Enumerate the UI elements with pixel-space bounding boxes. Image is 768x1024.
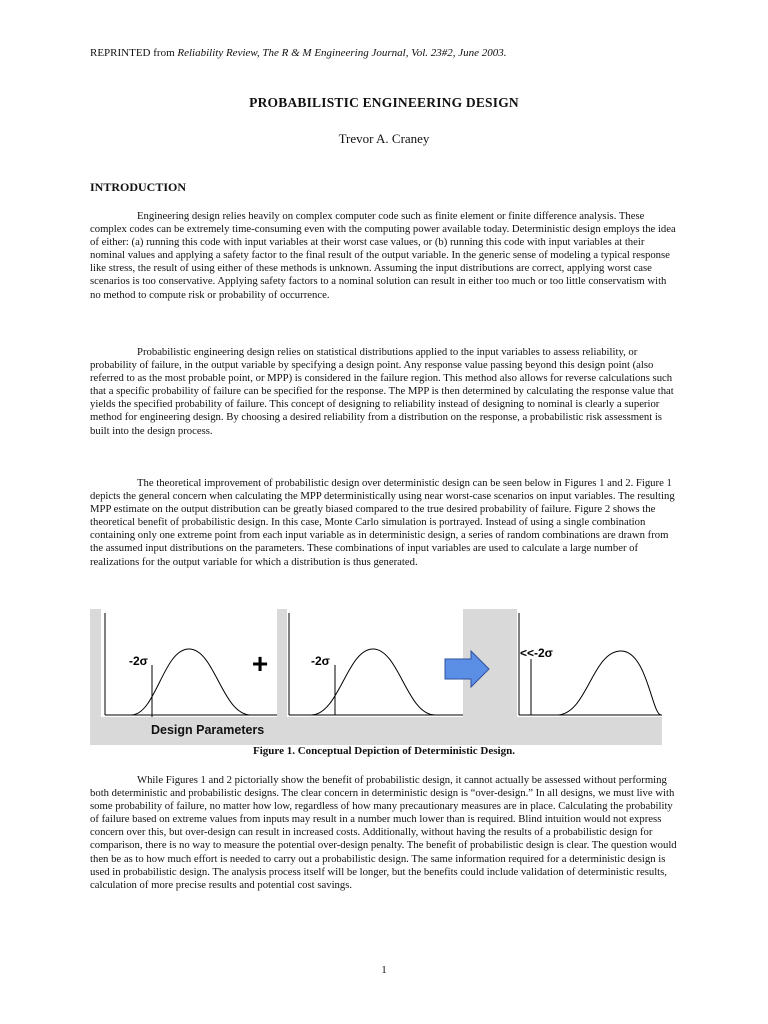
paper-title: PROBABILISTIC ENGINEERING DESIGN	[249, 95, 519, 110]
bell-curve	[131, 649, 251, 715]
bell-curve	[557, 651, 661, 715]
paragraph-4: While Figures 1 and 2 pictorially show the benefit of probabilistic design, it cannot actually be assessed without performing both deterministic and probabilistic designs. The clear concern in deterministic design is “over-design.” In all designs, we must live with some probability of failure, no matter how low, regardless of how many precautionary measures are in place. Calculating the probability of failure based on extreme values from inputs may result in a number much lower than is required. Blind intuition would not express concern over this, but over-design can result in increased costs. Additionally, without having the results of a probabilistic design for comparison, there is no way to measure the potential over-design penalty. The benefit of probabilistic design is clear. The question would then be as to how much effort is needed to carry out a probabilistic design. The same information required for a deterministic design is used in probabilistic design. The analysis process itself will be longer, but the benefits could include validation of deterministic results, calculation of more precise results and potential cost savings.	[90, 774, 677, 891]
reprint-source: Reliability Review, The R & M Engineering Journal, Vol. 23#2, June 2003.	[177, 47, 507, 59]
section-heading-introduction: INTRODUCTION	[90, 180, 187, 194]
plus-icon	[245, 649, 275, 679]
sigma-label-1: -2σ	[129, 654, 148, 668]
distribution-curve-2	[287, 609, 463, 717]
right-arrow-icon	[443, 649, 491, 689]
sigma-label-3: <<-2σ	[520, 646, 553, 660]
figure-panel-output	[517, 609, 662, 717]
figure-panel-input-2	[287, 609, 463, 717]
arrow-shape	[445, 651, 489, 687]
paragraph-1: Engineering design relies heavily on complex computer code such as finite element or finite difference analysis. These complex codes can be extremely time-consuming even with the computing power available today. Deterministic design employs the idea of either: (a) running this code with input variables at their worst case values, or (b) running this code with input variables at their nominal values and applying a safety factor to the final result of the output variable. In the generic sense of modeling a typical response like stress, the result of using either of these methods is unknown. Assuming the input distributions are correct, applying worst case scenarios is too conservative. Applying safety factors to a nominal solution can result in either too much or too little conservatism with no method to compute risk or probability of occurrence.	[90, 210, 676, 301]
paragraph-3: The theoretical improvement of probabilistic design over deterministic design can be seen below in Figures 1 and 2. Figure 1 depicts the general concern when calculating the MPP deterministically using near worst-case scenarios on input variables. The resulting MPP estimate on the output distribution can be greatly biased compared to the true desired probability of failure. Figure 2 shows the theoretical benefit of probabilistic design. In this case, Monte Carlo simulation is portrayed. Instead of using a single combination containing only one extreme point from each input variable as in deterministic design, a series of random combinations are drawn from the assumed input distributions on the parameters. These combinations of input variables are used to calculate a large number of realizations for the output variable for which a distribution is thus generated.	[90, 477, 675, 568]
distribution-curve-3	[517, 609, 662, 717]
figure-caption: Figure 1. Conceptual Depiction of Deterministic Design.	[253, 745, 515, 757]
reprint-notice	[90, 46, 690, 60]
design-parameters-label: Design Parameters	[151, 723, 265, 737]
page-number: 1	[381, 964, 387, 976]
paragraph-2: Probabilistic engineering design relies on statistical distributions applied to the input variables to assess reliability, or probability of failure, in the output variable by specifying a design point. Any response value passing beyond this design point (also referred to as the most probable point, or MPP) is considered in the failure region. This method also allows for reverse calculations such that a specific probability of failure can be specified for the response. The MPP is then determined by calculating the response value that yields the specified probability of failure. This concept of designing to reliability instead of designing to nominal is clearly a superior method for engineering design. By choosing a desired reliability from a distribution on the response, a probabilistic risk assessment is built into the design process.	[90, 346, 674, 437]
reprint-prefix: REPRINTED from	[90, 47, 178, 59]
plus-sign: +	[251, 649, 269, 679]
author-name: Trevor A. Craney	[338, 131, 430, 146]
sigma-label-2: -2σ	[311, 654, 330, 668]
